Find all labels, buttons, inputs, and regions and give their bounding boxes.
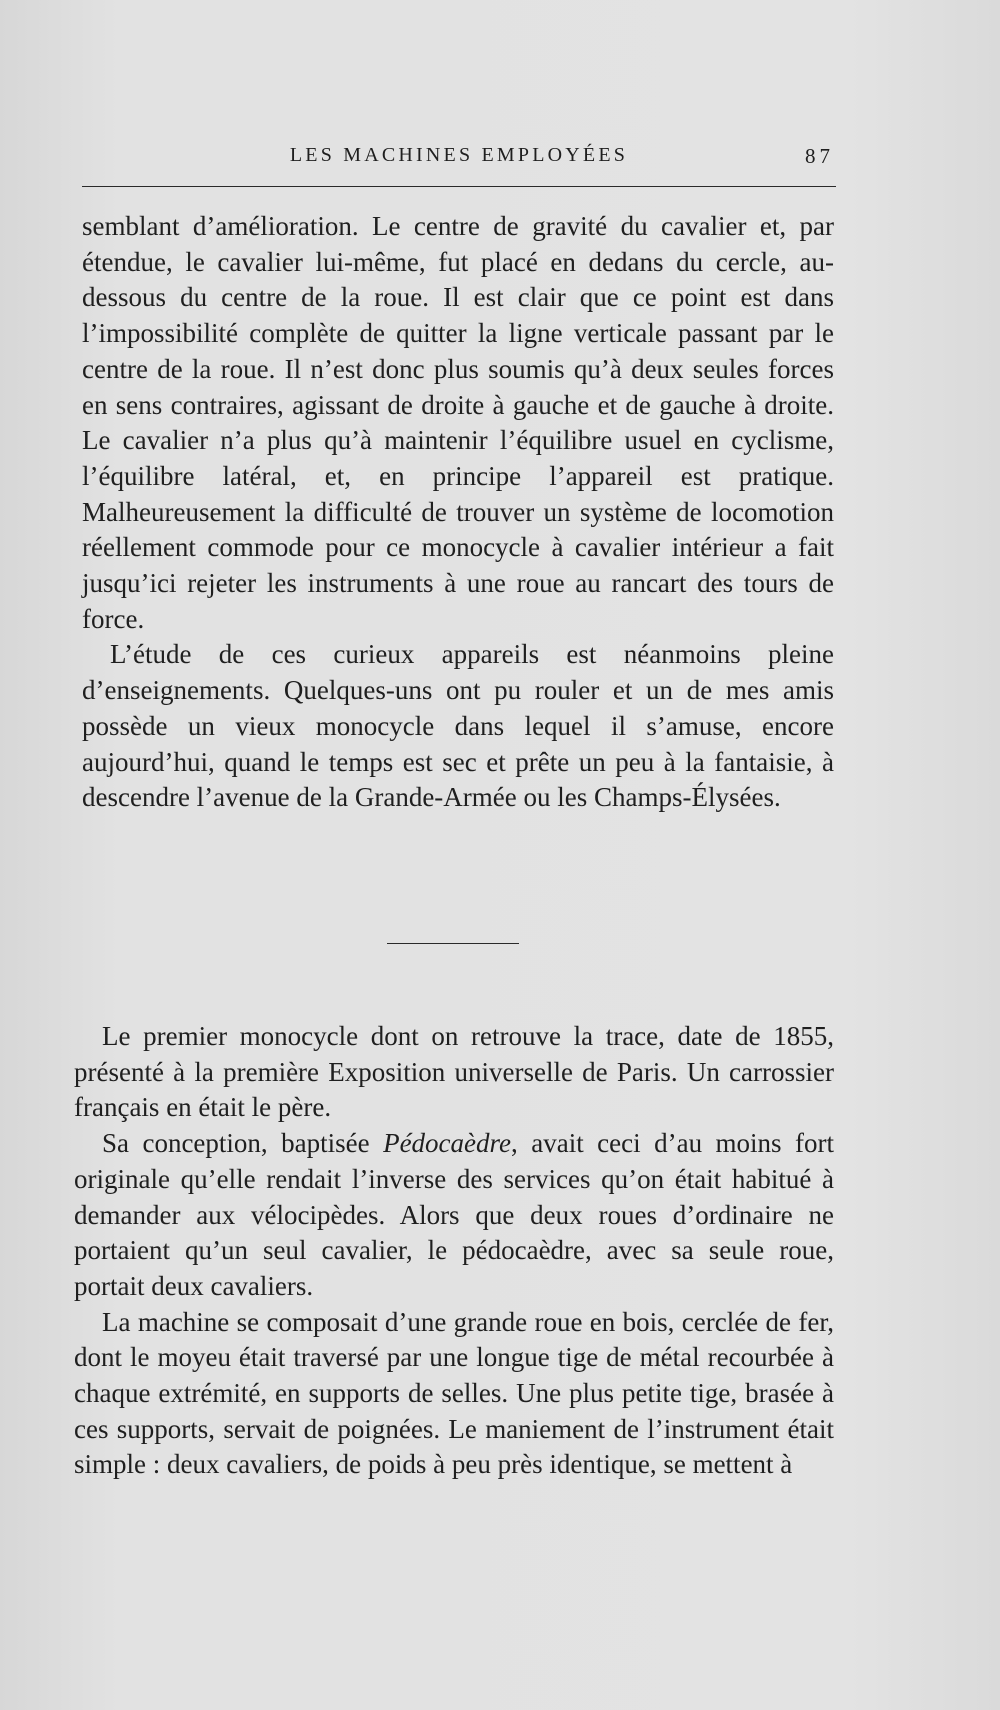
machine-name-italic: Pédocaèdre xyxy=(383,1128,512,1159)
paragraph: semblant d’amélioration. Le centre de gravité du cavalier et, par étendue, le cavalier lui-même, fut placé en dedans du cercle, au-dessous du centre de la roue. Il est clair que ce point est dans l’impossibilité complète de quitter la ligne verticale passant par le centre de la roue. Il n’est donc plus soumis qu’à deux seules forces en sens contraires, agissant de droite à gauche et de gauche à droite. Le cavalier n’a plus qu’à maintenir l’équilibre usuel en cyclisme, l’équilibre latéral, et, en principe l’appareil est pratique. Malheureusement la difficulté de trouver un système de locomotion réellement commode pour ce monocycle à cavalier intérieur a fait jusqu’ici rejeter les instruments à une roue au rancart des tours de force. xyxy=(82,211,834,634)
paragraph-text: Sa conception, baptisée xyxy=(102,1128,384,1159)
paragraph: La machine se composait d’une grande roue en bois, cerclée de fer, dont le moyeu était traversé par une longue tige de métal recourbée à chaque extrémité, en supports de selles. Une plus petite tige, brasée à ces supports, servait de poignées. Le maniement de l’instrument était simple : deux cavaliers, de poids à peu près identique, se mettent à xyxy=(74,1306,834,1480)
paragraph-text: , avait ceci d’au moins fort originale qu’elle rendait l’inverse des services qu’on était habitué à demander aux vélocipèdes. Alors que deux roues d’ordinaire ne portaient qu’un seul cavalier, le pédocaèdre, avec sa seule roue, portait deux cavaliers. xyxy=(74,1128,834,1301)
page-number: 87 xyxy=(805,144,834,168)
running-title: LES MACHINES EMPLOYÉES xyxy=(289,144,629,166)
text-section-1 xyxy=(82,209,834,816)
text-section-2 xyxy=(74,1019,834,1483)
header-rule xyxy=(82,186,836,187)
paragraph xyxy=(74,1126,834,1305)
paragraph: Le premier monocycle dont on retrouve la trace, date de 1855, présenté à la première Exposition universelle de Paris. Un carrossier français en était le père. xyxy=(74,1021,834,1123)
page-header xyxy=(82,140,836,176)
paragraph: L’étude de ces curieux appareils est néanmoins pleine d’enseignements. Quelques-uns ont pu rouler et un de mes amis possède un vieux monocycle dans lequel il s’amuse, encore aujourd’hui, quand le temps est sec et prête un peu à la fantaisie, à descendre l’avenue de la Grande-Armée ou les Champs-Élysées. xyxy=(82,639,834,813)
section-divider xyxy=(387,943,519,944)
